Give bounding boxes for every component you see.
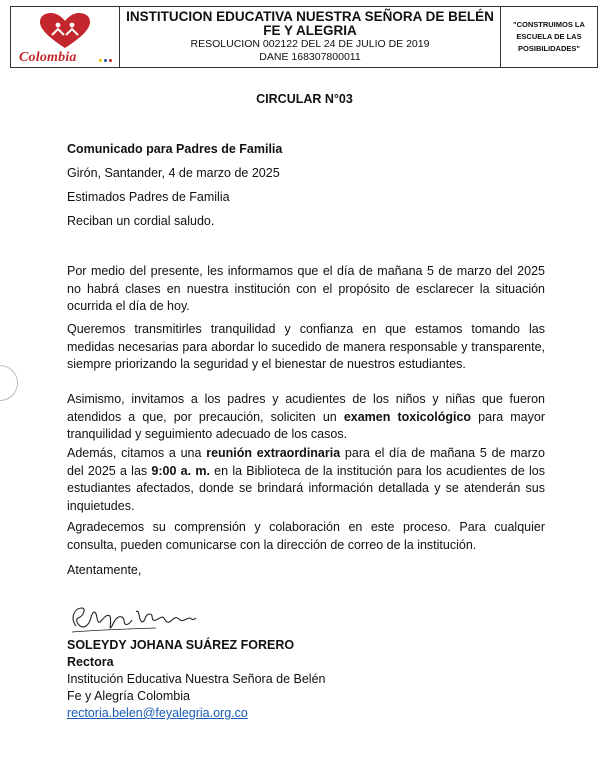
paragraph-4-text-c: en la Biblioteca de la institución para los acudientes de los estudiantes afectados, donde se brindará información detallada y se atenderán sus inquietudes. [67,463,546,513]
paragraph-3-text-a: Asimismo, invitamos a los padres y acudientes de los niños y niñas que fueron atendidos a que, por precaución, soliciten un [67,392,545,424]
header-title-block [120,7,501,67]
heart-logo-icon [38,13,92,49]
paragraph-5: Agradecemos su comprensión y colaboración en este proceso. Para cualquier consulta, pueden comunicarse con la dirección de correo de la institución. [67,520,545,552]
toxicology-exam-emphasis: examen toxicológico [343,409,472,424]
paragraph-4-text-a: Además, citamos a una [67,446,207,460]
paragraph-3 [67,391,545,444]
paragraph-4 [67,445,545,515]
carousel-prev-indicator[interactable] [0,365,18,401]
institution-motto [501,7,597,67]
meeting-emphasis: reunión extraordinaria [206,446,341,460]
institution-logo [11,7,120,67]
signer-email-container [67,705,545,723]
meeting-time: 9:00 a. m. [151,463,210,478]
greeting: Estimados Padres de Familia [67,190,230,204]
logo-wordmark: Colombia [19,50,77,65]
institution-network: FE Y ALEGRIA [263,23,357,38]
salutation: Reciban un cordial saludo. [67,214,215,228]
signer-institution: Institución Educativa Nuestra Señora de Belén [67,672,326,686]
resolution-text: RESOLUCION 002122 DEL 24 DE JULIO DE 2019 [190,38,430,50]
circular-title: CIRCULAR N°03 [256,92,353,106]
signer-email-link[interactable]: rectoria.belen@feyalegria.org.co [67,706,248,720]
signer-name: SOLEYDY JOHANA SUÁREZ FORERO [67,638,295,652]
signer-role: Rectora [67,655,114,669]
motto-line-3: POSIBILIDADES" [518,44,580,53]
logo-dots [99,59,112,62]
place-date: Girón, Santander, 4 de marzo de 2025 [67,166,280,180]
signer-network: Fe y Alegría Colombia [67,689,190,703]
handwritten-signature [66,596,206,640]
paragraph-4-text-b: para el día de mañana 5 de marzo del 2025 a las [67,446,545,478]
subject-heading: Comunicado para Padres de Familia [67,142,283,156]
motto-line-1: "CONSTRUIMOS LA [513,20,585,29]
institution-name: INSTITUCION EDUCATIVA NUESTRA SEÑORA DE BELÉN [126,9,494,24]
closing: Atentamente, [67,563,142,577]
paragraph-2: Queremos transmitirles tranquilidad y confianza en que estamos tomando las medidas necesarias para abordar lo sucedido de manera responsable y transparente, siempre priorizando la seguridad y el bienestar de nuestros estudiantes. [67,322,545,371]
paragraph-3-text-b: para mayor tranquilidad y seguimiento adecuado de los casos. [67,409,545,441]
paragraph-1: Por medio del presente, les informamos que el día de mañana 5 de marzo del 2025 no habrá clases en nuestra institución con el propósito de esclarecer la situación ocurrida el día de hoy. [67,264,545,313]
document-header [10,6,598,68]
motto-line-2: ESCUELA DE LAS [516,32,582,41]
dane-code: DANE 168307800011 [259,51,361,63]
